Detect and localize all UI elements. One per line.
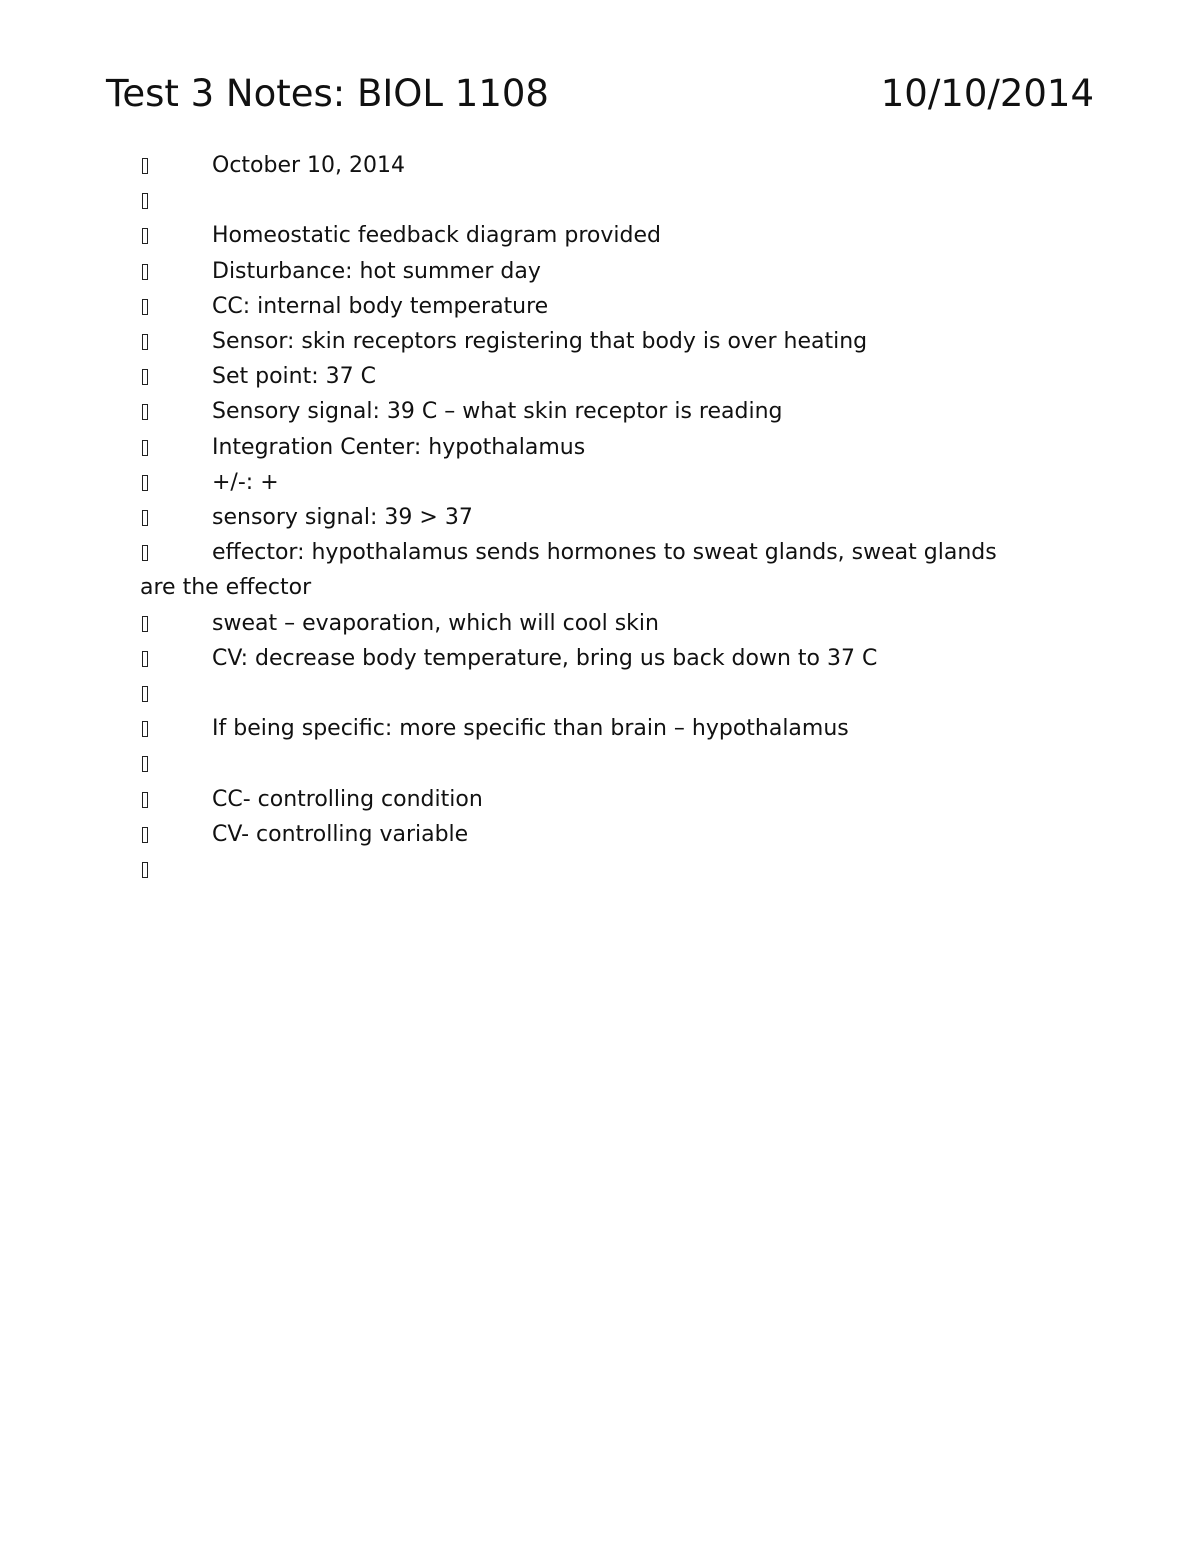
note-text: CV: decrease body temperature, bring us back down to 37 C bbox=[212, 645, 878, 671]
note-item bbox=[140, 254, 1070, 289]
note-text: Sensory signal: 39 C – what skin receptor is reading bbox=[212, 399, 783, 425]
bullet-icon bbox=[142, 299, 148, 315]
note-text: If being specific: more specific than brain – hypothalamus bbox=[212, 716, 849, 742]
bullet-icon bbox=[142, 651, 148, 667]
note-item bbox=[140, 606, 1070, 641]
bullet-icon bbox=[142, 862, 148, 878]
page-header bbox=[106, 70, 1094, 120]
bullet-icon bbox=[142, 475, 148, 491]
bullet-icon bbox=[142, 158, 148, 174]
bullet-icon bbox=[142, 334, 148, 350]
note-text: October 10, 2014 bbox=[212, 153, 406, 178]
note-item bbox=[140, 676, 1070, 711]
bullet-icon bbox=[142, 827, 148, 843]
note-item bbox=[140, 535, 1070, 570]
note-text: Disturbance: hot summer day bbox=[212, 258, 541, 284]
bullet-icon bbox=[142, 756, 148, 772]
note-item bbox=[140, 641, 1070, 676]
bullet-icon bbox=[142, 264, 148, 280]
note-text: sweat – evaporation, which will cool skin bbox=[212, 610, 659, 636]
document-date: 10/10/2014 bbox=[880, 72, 1094, 115]
note-item bbox=[140, 465, 1070, 500]
note-text: CC: internal body temperature bbox=[212, 293, 549, 319]
note-text: sensory signal: 39 > 37 bbox=[212, 505, 473, 531]
bullet-icon bbox=[142, 440, 148, 456]
note-item bbox=[140, 183, 1070, 218]
bullet-icon bbox=[142, 545, 148, 561]
note-item bbox=[140, 289, 1070, 324]
note-item bbox=[140, 394, 1070, 429]
note-text: effector: hypothalamus sends hormones to sweat glands, sweat glands bbox=[212, 540, 997, 566]
bullet-icon bbox=[142, 686, 148, 702]
bullet-icon bbox=[142, 369, 148, 385]
document-title: Test 3 Notes: BIOL 1108 bbox=[106, 72, 549, 115]
bullet-icon bbox=[142, 510, 148, 526]
note-item bbox=[140, 817, 1070, 852]
note-text: CV- controlling variable bbox=[212, 821, 469, 847]
note-item bbox=[140, 711, 1070, 746]
note-item bbox=[140, 359, 1070, 394]
note-item bbox=[140, 430, 1070, 465]
note-item bbox=[140, 324, 1070, 359]
bullet-icon bbox=[142, 616, 148, 632]
bullet-icon bbox=[142, 721, 148, 737]
note-text: Homeostatic feedback diagram provided bbox=[212, 223, 661, 249]
note-text-continuation: are the effector bbox=[140, 575, 312, 601]
note-item bbox=[140, 852, 1070, 887]
bullet-icon bbox=[142, 193, 148, 209]
note-item bbox=[140, 500, 1070, 535]
bullet-icon bbox=[142, 404, 148, 420]
note-text: +/-: + bbox=[212, 469, 279, 495]
note-text: Set point: 37 C bbox=[212, 364, 376, 390]
notes-list bbox=[140, 148, 1070, 887]
bullet-icon bbox=[142, 792, 148, 808]
note-text: CC- controlling condition bbox=[212, 786, 483, 812]
note-item bbox=[140, 746, 1070, 781]
note-item bbox=[140, 148, 1070, 183]
bullet-icon bbox=[142, 228, 148, 244]
note-item bbox=[140, 782, 1070, 817]
note-text: Sensor: skin receptors registering that body is over heating bbox=[212, 329, 868, 354]
note-item bbox=[140, 218, 1070, 253]
note-text: Integration Center: hypothalamus bbox=[212, 434, 586, 460]
